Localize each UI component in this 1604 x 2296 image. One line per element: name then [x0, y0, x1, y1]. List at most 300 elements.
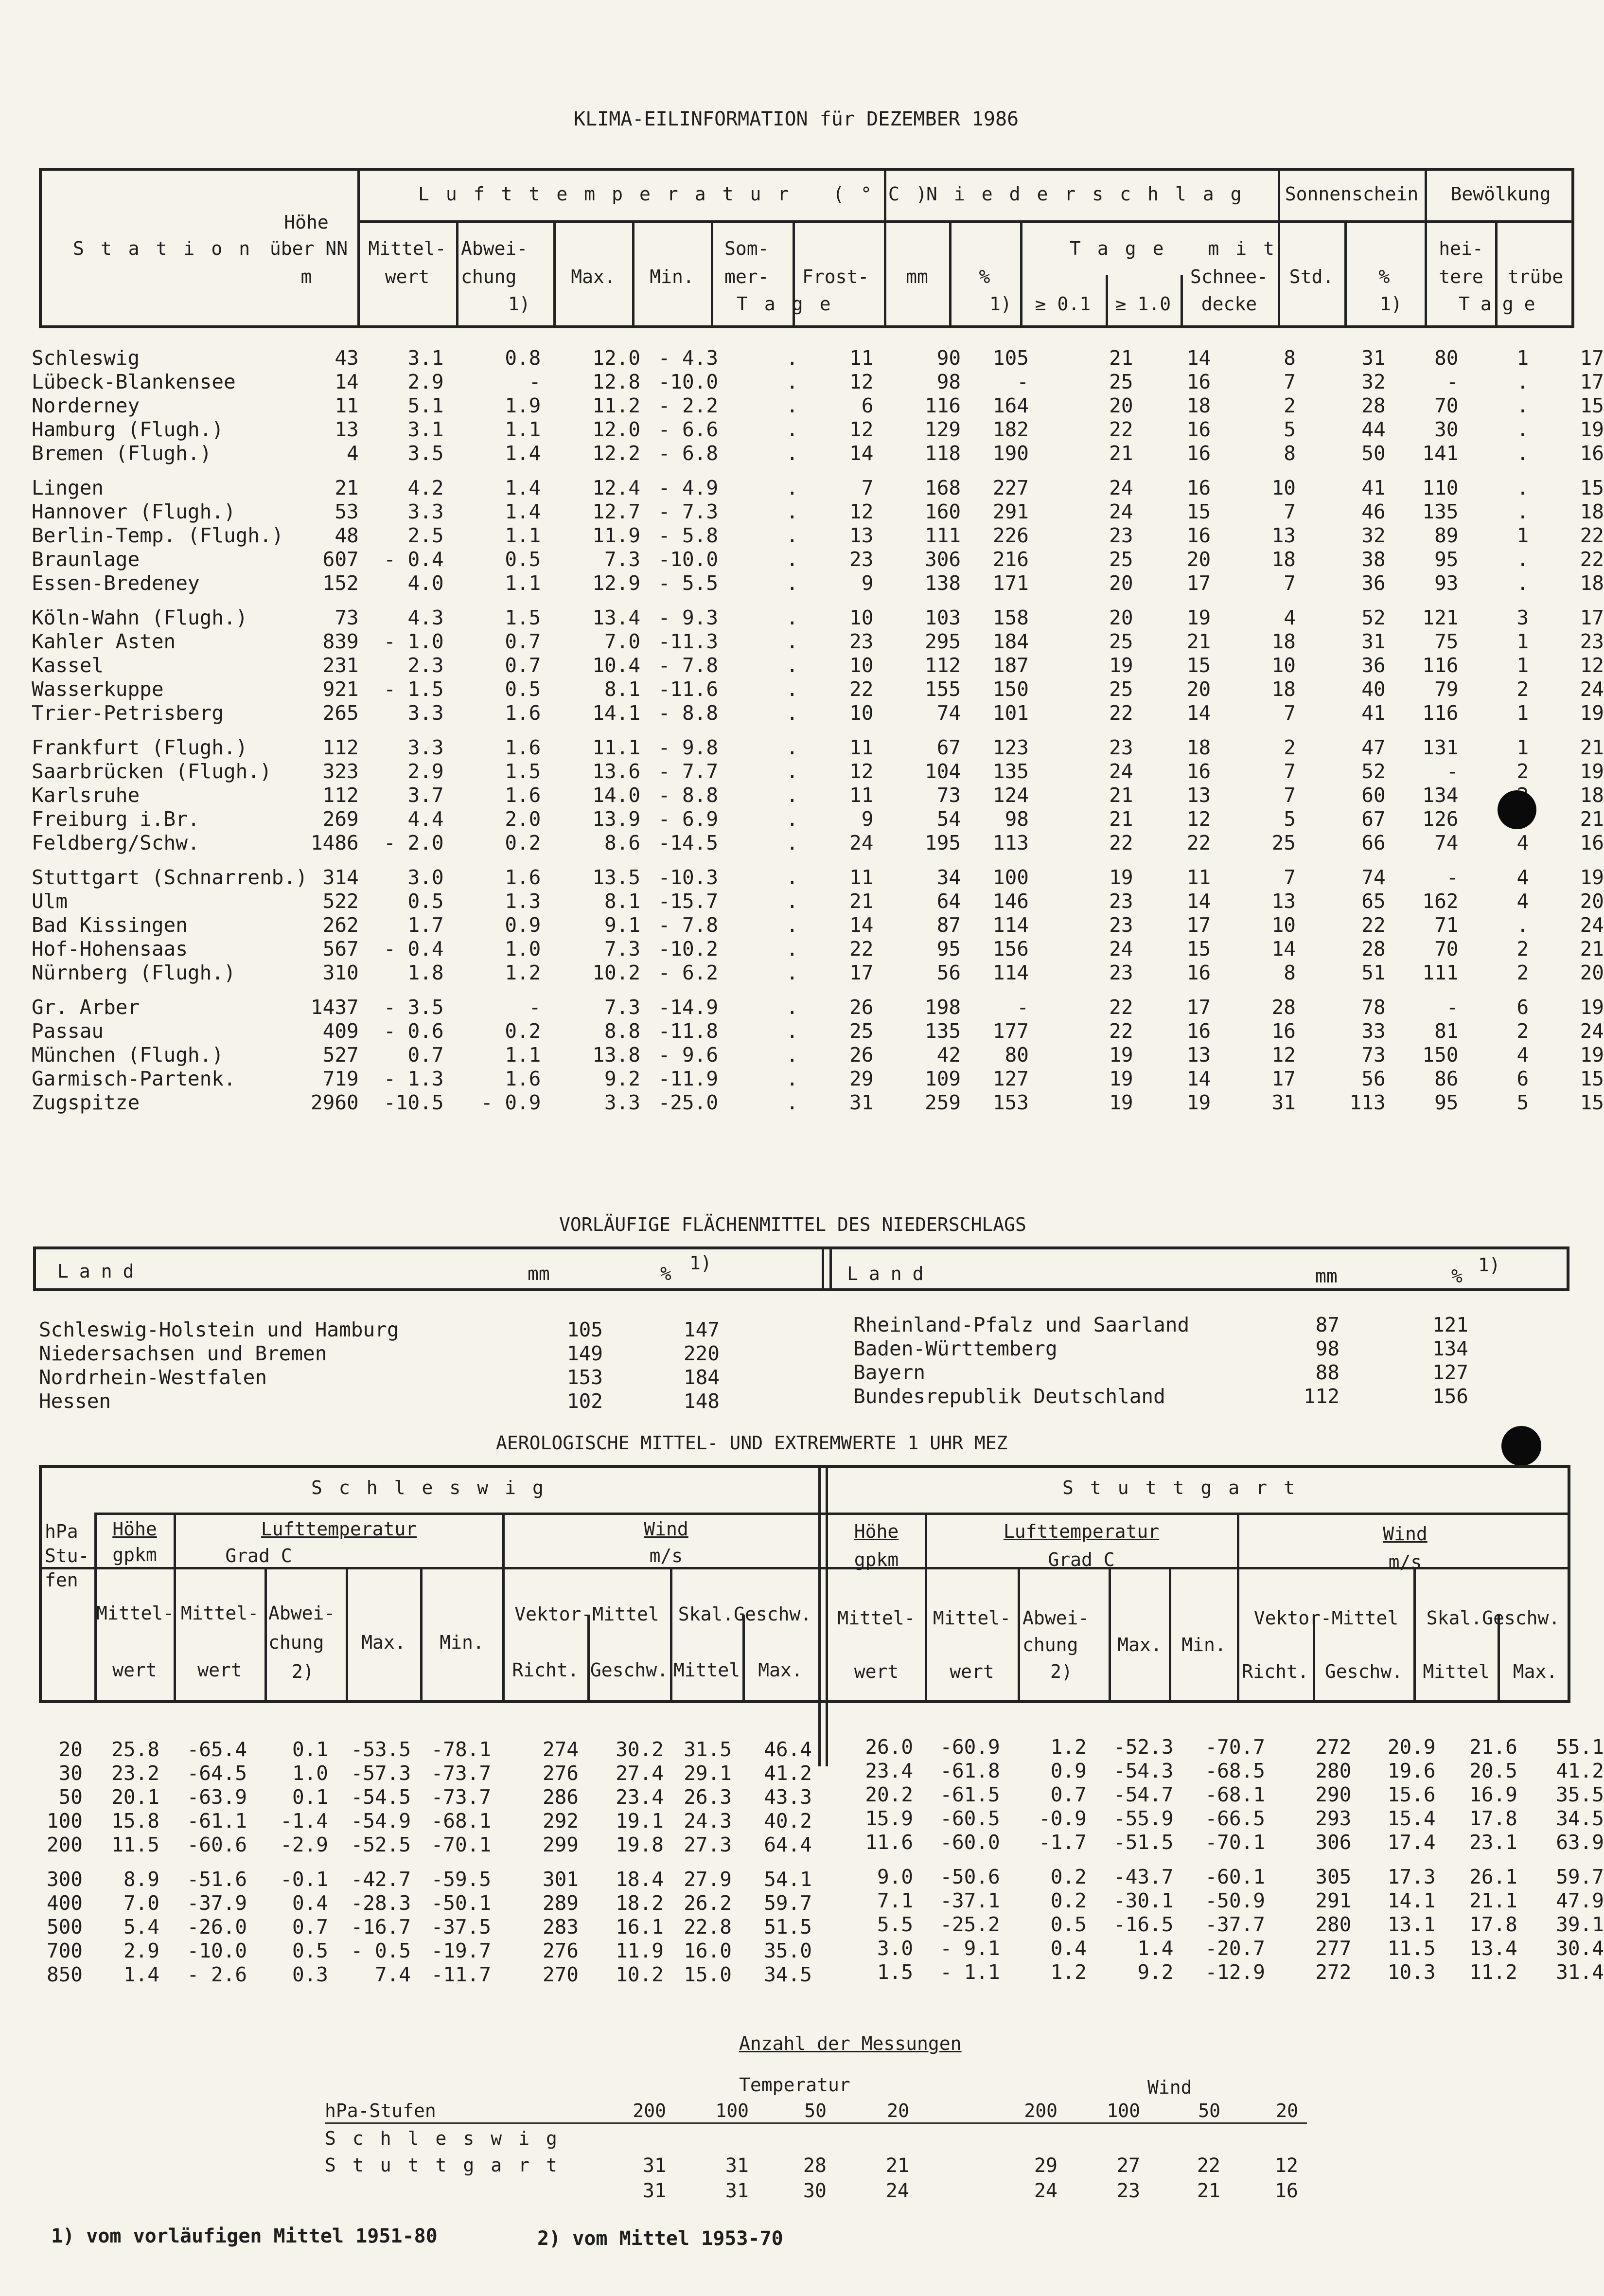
aero-value: -50.1 — [431, 1891, 491, 1915]
station-value: - — [1017, 370, 1029, 393]
station-value: 10 — [849, 701, 874, 725]
aero-value: -57.3 — [351, 1762, 411, 1785]
station-value: 14.1 — [592, 701, 641, 725]
station-value: 116 — [1422, 701, 1459, 725]
station-value: 4.0 — [407, 571, 444, 595]
station-value: 227 — [992, 476, 1029, 499]
aero-l-max-s: Max. — [758, 1659, 803, 1681]
station-value: 19 — [1580, 866, 1604, 889]
aero-r-max-s: Max. — [1513, 1661, 1558, 1682]
station-value: - 1.3 — [384, 1067, 444, 1090]
col-abweichung-1: Abwei- — [461, 238, 528, 259]
aero-value: 8.9 — [123, 1868, 159, 1891]
aero-value: -52.3 — [1113, 1735, 1174, 1759]
station-value: 67 — [1361, 807, 1386, 831]
station-value: 11 — [335, 394, 359, 417]
station-value: 162 — [1422, 890, 1459, 913]
aero-r-wind: Wind — [1383, 1523, 1428, 1545]
station-value: 4.4 — [407, 807, 444, 831]
station-value: 7 — [1284, 500, 1296, 523]
station-value: 25 — [849, 1019, 874, 1043]
station-value: . — [786, 500, 798, 523]
land-value: 105 — [566, 1318, 603, 1341]
aero-hpa-1: hPa — [45, 1521, 78, 1542]
group-gap — [39, 1857, 812, 1868]
station-value: 19 — [1109, 1043, 1133, 1067]
aero-value: 27.3 — [684, 1833, 732, 1856]
station-name: Bremen (Flugh.) — [32, 442, 212, 465]
aero-value: -37.1 — [940, 1889, 1000, 1912]
col-heitere-2: tere — [1439, 266, 1483, 287]
station-value: 31 — [1361, 346, 1386, 370]
station-value: -14.9 — [658, 996, 719, 1019]
station-value: 150 — [992, 677, 1029, 701]
station-value: 22 — [1109, 418, 1133, 441]
aero-value: 54.1 — [764, 1868, 812, 1891]
station-value: 0.5 — [407, 890, 444, 913]
flaechenmittel-left-table — [39, 1318, 720, 1413]
station-row — [32, 831, 1604, 855]
col-max: Max. — [571, 266, 616, 287]
station-value: 6 — [1516, 996, 1529, 1019]
aero-r-chung: chung — [1022, 1634, 1078, 1655]
temp-level: 50 — [804, 2100, 827, 2121]
station-value: 24 — [1109, 937, 1133, 961]
station-value: 14 — [1186, 346, 1211, 370]
station-value: . — [786, 1091, 798, 1114]
station-value: -11.8 — [658, 1019, 719, 1043]
count-value: 23 — [1116, 2180, 1140, 2202]
station-row — [32, 524, 1604, 548]
col-ge01: ≥ 0.1 — [1035, 293, 1091, 315]
aero-value: 10.2 — [616, 1963, 664, 1986]
aero-value: -70.1 — [431, 1833, 491, 1856]
count-value: 21 — [1197, 2180, 1220, 2202]
count-value: 30 — [803, 2180, 827, 2202]
land-name: Rheinland-Pfalz und Saarland — [853, 1313, 1190, 1336]
col-sonnenschein: Sonnenschein — [1285, 183, 1419, 205]
station-value: 16 — [1186, 442, 1211, 465]
station-value: 73 — [335, 606, 359, 629]
col-hoehe-2: über NN — [269, 238, 348, 259]
aero-l-abwei: Abwei- — [268, 1602, 335, 1624]
aero-value: -73.7 — [431, 1785, 491, 1809]
station-value: 5 — [1516, 1091, 1529, 1114]
station-value: 93 — [1434, 571, 1459, 595]
aero-value: -30.1 — [1113, 1889, 1174, 1912]
aero-value: -42.7 — [351, 1868, 411, 1891]
station-value: 1.6 — [505, 866, 541, 889]
aero-row — [827, 1735, 1604, 1759]
fm-pct-note-right: 1) — [1478, 1254, 1500, 1276]
station-value: 2 — [1516, 760, 1529, 783]
station-value: 17 — [1186, 913, 1211, 937]
group-gap — [32, 465, 1604, 476]
station-value: 2.3 — [407, 654, 444, 677]
aero-value: -64.5 — [187, 1762, 247, 1785]
aero-value: 13.1 — [1387, 1913, 1436, 1936]
aero-value: -59.5 — [431, 1868, 491, 1891]
aero-l-wert2: wert — [197, 1659, 242, 1681]
wind-level: 20 — [1276, 2100, 1298, 2121]
station-value: 131 — [1422, 736, 1459, 759]
aero-value: -61.8 — [940, 1759, 1000, 1782]
col-hoehe-1: Höhe — [284, 212, 329, 233]
aero-r-hoehe: Höhe — [854, 1521, 899, 1542]
station-value: 53 — [335, 500, 359, 523]
station-value: 1.1 — [505, 1043, 541, 1067]
aero-value: 23.2 — [111, 1762, 159, 1785]
aero-value: 17.8 — [1469, 1807, 1517, 1830]
aero-value: 35.5 — [1556, 1783, 1604, 1806]
station-value: 42 — [936, 1043, 961, 1067]
station-value: 19 — [1109, 654, 1133, 677]
aero-row — [39, 1809, 812, 1833]
station-value: 20 — [1580, 961, 1604, 984]
station-value: 22 — [1109, 1019, 1133, 1043]
col-pct: % — [979, 266, 990, 287]
station-value: 1.5 — [505, 760, 541, 783]
col-sun-pct-note: 1) — [1380, 293, 1402, 315]
station-value: 13 — [849, 524, 874, 547]
station-value: 2.0 — [505, 807, 541, 831]
station-value: 10 — [1271, 913, 1296, 937]
station-value: 226 — [992, 524, 1029, 547]
col-abweichung-3: 1) — [508, 293, 530, 315]
aero-value: -70.7 — [1205, 1735, 1265, 1759]
station-name: Kahler Asten — [32, 630, 176, 653]
station-value: 168 — [925, 476, 961, 499]
aero-value: 18.4 — [616, 1868, 664, 1891]
aero-r-ms: m/s — [1388, 1551, 1422, 1573]
station-value: 1.0 — [505, 937, 541, 961]
aero-value: 21.1 — [1469, 1889, 1517, 1912]
aero-row — [827, 1960, 1604, 1984]
station-value: 127 — [992, 1067, 1029, 1090]
station-value: 31 — [849, 1091, 874, 1114]
station-name: Frankfurt (Flugh.) — [32, 736, 248, 759]
aero-value: -0.1 — [280, 1868, 328, 1891]
aero-l-gpkm: gpkm — [112, 1544, 157, 1566]
station-value: 15 — [1580, 1091, 1604, 1114]
aero-value: 1.5 — [877, 1960, 914, 1984]
station-value: 1.4 — [505, 500, 541, 523]
aero-row — [39, 1963, 812, 1987]
station-value: 19 — [1580, 996, 1604, 1019]
aero-value: -51.6 — [187, 1868, 247, 1891]
station-value: 6 — [861, 394, 874, 417]
col-station: Station — [73, 238, 267, 259]
station-value: 100 — [992, 866, 1029, 889]
station-value: 13.4 — [592, 606, 641, 629]
station-value: -10.0 — [658, 548, 719, 571]
aero-value: 291 — [1315, 1889, 1352, 1912]
station-value: 13 — [1186, 783, 1211, 807]
aero-value: 283 — [542, 1915, 579, 1939]
station-name: Bad Kissingen — [32, 913, 188, 937]
aero-l-mittel-s: Mittel — [673, 1659, 740, 1681]
station-value: . — [1516, 418, 1529, 441]
station-value: 114 — [992, 913, 1029, 937]
station-value: 73 — [1361, 1043, 1386, 1067]
station-value: 16 — [1580, 442, 1604, 465]
col-hoehe-3: m — [300, 266, 312, 287]
station-value: 98 — [936, 370, 961, 393]
station-value: 10.4 — [592, 654, 641, 677]
station-value: 21 — [849, 890, 874, 913]
station-name: Garmisch-Partenk. — [32, 1067, 236, 1090]
station-row — [32, 760, 1604, 783]
station-value: 2.9 — [407, 370, 444, 393]
station-value: - — [1446, 370, 1459, 393]
station-value: 87 — [936, 913, 961, 937]
aero-value: 276 — [542, 1939, 579, 1962]
group-gap — [32, 725, 1604, 736]
station-value: 22 — [1109, 996, 1133, 1019]
aero-value: 47.9 — [1556, 1889, 1604, 1912]
station-value: 150 — [1422, 1043, 1459, 1067]
station-value: 2960 — [310, 1091, 359, 1114]
aero-value: 20.1 — [111, 1785, 159, 1809]
aero-row — [827, 1889, 1604, 1913]
station-value: 310 — [322, 961, 359, 984]
aero-stuttgart: Stuttgart — [1062, 1477, 1311, 1498]
aero-l-lufttemp: Lufttemperatur — [261, 1518, 417, 1540]
station-value: 262 — [322, 913, 359, 937]
station-value: 0.7 — [505, 654, 541, 677]
aero-value: -11.7 — [431, 1963, 491, 1986]
station-value: - 4.9 — [658, 476, 719, 499]
station-value: 19 — [1580, 760, 1604, 783]
station-row — [32, 890, 1604, 913]
station-value: 116 — [925, 394, 961, 417]
station-value: . — [1516, 476, 1529, 499]
aero-value: 305 — [1315, 1865, 1352, 1888]
station-value: - 4.3 — [658, 346, 719, 370]
station-value: 1.6 — [505, 783, 541, 807]
aero-value: 100 — [46, 1809, 83, 1833]
aero-value: 11.5 — [1387, 1937, 1436, 1960]
station-value: 31 — [1271, 1091, 1296, 1114]
station-value: . — [786, 630, 798, 653]
station-value: - — [1446, 996, 1459, 1019]
land-value: 134 — [1432, 1337, 1468, 1360]
land-value: 147 — [683, 1318, 720, 1341]
station-name: Lübeck-Blankensee — [32, 370, 236, 393]
count-value: 31 — [725, 2180, 749, 2202]
aero-value: 34.5 — [764, 1963, 812, 1986]
col-schnee-2: decke — [1201, 293, 1257, 315]
station-value: - — [529, 370, 541, 393]
aero-value: 15.4 — [1387, 1807, 1436, 1830]
aero-value: -63.9 — [187, 1785, 247, 1809]
station-value: 1.9 — [505, 394, 541, 417]
station-value: . — [786, 476, 798, 499]
aero-schleswig: Schleswig — [311, 1477, 560, 1498]
station-value: 155 — [925, 677, 961, 701]
station-value: . — [786, 866, 798, 889]
count-value: 12 — [1274, 2154, 1298, 2177]
station-row — [32, 996, 1604, 1019]
station-value: - — [1017, 996, 1029, 1019]
station-value: 21 — [1580, 937, 1604, 961]
aero-value: -54.9 — [351, 1809, 411, 1833]
station-value: 134 — [1422, 783, 1459, 807]
station-value: 11.2 — [592, 394, 641, 417]
station-value: 25 — [1271, 831, 1296, 854]
station-value: 2 — [1516, 1019, 1529, 1043]
station-value: 0.7 — [505, 630, 541, 653]
aero-r-min: Min. — [1181, 1634, 1226, 1655]
station-row — [32, 394, 1604, 418]
col-mittelwert-2: wert — [385, 266, 430, 287]
station-value: 164 — [992, 394, 1029, 417]
station-value: 2.9 — [407, 760, 444, 783]
station-value: 21 — [335, 476, 359, 499]
station-value: 184 — [992, 630, 1029, 653]
station-value: -10.5 — [384, 1091, 444, 1114]
station-row — [32, 442, 1604, 465]
aero-l-vektor: Vektor-Mittel — [514, 1603, 659, 1625]
station-name: Zugspitze — [32, 1091, 140, 1114]
station-value: 719 — [322, 1067, 359, 1090]
station-value: 74 — [1434, 831, 1459, 854]
station-value: 323 — [322, 760, 359, 783]
station-value: 2 — [1516, 937, 1529, 961]
fm-mm-right: mm — [1315, 1265, 1338, 1287]
station-value: 12.9 — [592, 571, 641, 595]
aero-value: 2.9 — [123, 1939, 159, 1962]
station-value: 5.1 — [407, 394, 444, 417]
station-value: 2 — [1284, 736, 1296, 759]
aero-row — [39, 1891, 812, 1915]
station-value: 182 — [992, 418, 1029, 441]
station-value: 1.1 — [505, 524, 541, 547]
station-value: 16 — [1580, 831, 1604, 854]
aero-value: 51.5 — [764, 1915, 812, 1939]
station-row — [32, 1091, 1604, 1115]
station-value: -10.3 — [658, 866, 719, 889]
station-value: - 9.6 — [658, 1043, 719, 1067]
station-row — [32, 937, 1604, 961]
station-value: 16 — [1186, 1019, 1211, 1043]
station-value: . — [786, 346, 798, 370]
station-value: 3.3 — [407, 736, 444, 759]
station-value: 75 — [1434, 630, 1459, 653]
station-value: . — [1516, 500, 1529, 523]
station-value: 18 — [1186, 394, 1211, 417]
station-value: 64 — [936, 890, 961, 913]
station-value: 1.3 — [505, 890, 541, 913]
punch-hole-1 — [1501, 1426, 1541, 1466]
station-value: 104 — [925, 760, 961, 783]
aero-row — [39, 1939, 812, 1963]
station-value: - 6.9 — [658, 807, 719, 831]
station-value: - 0.6 — [384, 1019, 444, 1043]
col-lufttemperatur: Lufttemperatur (°C) — [418, 183, 944, 205]
aero-value: 63.9 — [1556, 1831, 1604, 1854]
station-value: -10.0 — [658, 370, 719, 393]
station-value: -15.7 — [658, 890, 719, 913]
station-value: 4 — [1284, 606, 1296, 629]
station-value: 20 — [1580, 890, 1604, 913]
station-value: 21 — [1580, 736, 1604, 759]
station-value: 13 — [1271, 890, 1296, 913]
station-value: 265 — [322, 701, 359, 725]
station-name: Saarbrücken (Flugh.) — [32, 760, 272, 783]
aero-value: 41.2 — [1556, 1759, 1604, 1782]
aero-value: 286 — [542, 1785, 579, 1809]
aero-value: 30.2 — [616, 1738, 664, 1761]
station-value: 12.4 — [592, 476, 641, 499]
station-value: . — [786, 677, 798, 701]
station-value: . — [1516, 394, 1529, 417]
aero-value: -68.5 — [1205, 1759, 1265, 1782]
wind-level: 200 — [1024, 2100, 1058, 2121]
station-value: - 1.0 — [384, 630, 444, 653]
station-row — [32, 1067, 1604, 1091]
station-value: 190 — [992, 442, 1029, 465]
aero-value: -37.5 — [431, 1915, 491, 1939]
messungen-stuttgart: Stuttgart — [325, 2154, 574, 2176]
aero-value: -53.5 — [351, 1738, 411, 1761]
col-mittelwert-1: Mittel- — [368, 238, 446, 259]
aero-value: 301 — [542, 1868, 579, 1891]
station-value: 60 — [1361, 783, 1386, 807]
col-abweichung-2: chung — [461, 266, 517, 287]
station-value: 15 — [1580, 476, 1604, 499]
station-value: 8 — [1284, 961, 1296, 984]
station-value: 70 — [1434, 394, 1459, 417]
station-value: 36 — [1361, 571, 1386, 595]
aero-value: 300 — [46, 1868, 83, 1891]
station-value: 18 — [1580, 571, 1604, 595]
station-value: 11 — [849, 346, 874, 370]
station-value: 30 — [1434, 418, 1459, 441]
aero-value: -28.3 — [351, 1891, 411, 1915]
station-value: 29 — [849, 1067, 874, 1090]
aero-value: 0.4 — [292, 1891, 328, 1915]
aero-value: 9.0 — [877, 1865, 914, 1888]
station-value: 7.0 — [604, 630, 641, 653]
aero-value: -73.7 — [431, 1762, 491, 1785]
aero-value: -50.9 — [1205, 1889, 1265, 1912]
station-value: 95 — [936, 937, 961, 961]
station-value: 1.2 — [505, 961, 541, 984]
aero-value: 9.2 — [1137, 1960, 1174, 1984]
aero-value: 289 — [542, 1891, 579, 1915]
group-gap — [32, 855, 1604, 866]
aero-value: 26.0 — [865, 1735, 914, 1759]
count-value: 31 — [642, 2154, 666, 2177]
station-value: 0.2 — [505, 1019, 541, 1043]
station-value: 19 — [1186, 606, 1211, 629]
station-row — [32, 346, 1604, 370]
aero-row — [827, 1807, 1604, 1831]
station-value: . — [786, 996, 798, 1019]
station-value: 17 — [1186, 996, 1211, 1019]
station-name: Freiburg i.Br. — [32, 807, 200, 831]
station-value: 17 — [849, 961, 874, 984]
station-value: 24 — [1580, 913, 1604, 937]
aero-value: 15.6 — [1387, 1783, 1436, 1806]
station-value: 141 — [1422, 442, 1459, 465]
land-row — [853, 1385, 1468, 1408]
fm-land-right: Land — [847, 1263, 934, 1284]
station-value: 11 — [1186, 866, 1211, 889]
aero-l-richt: Richt. — [512, 1659, 579, 1681]
station-value: 22 — [1186, 831, 1211, 854]
